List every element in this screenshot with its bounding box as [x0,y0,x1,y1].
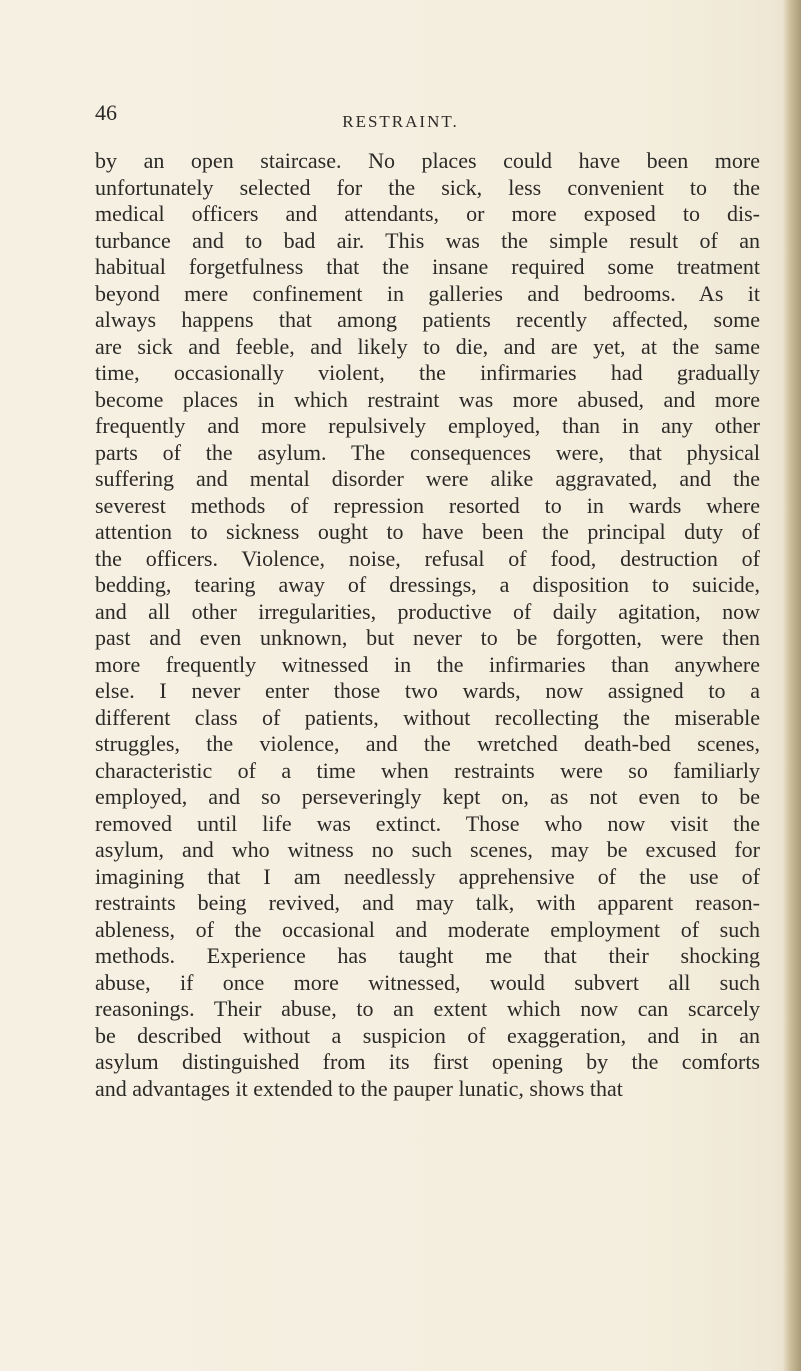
text-line: asylum distinguished from its first opening by the comforts [95,1049,760,1074]
text-line: imagining that I am needlessly apprehensive of the use of [95,863,760,889]
text-line: frequently and more repulsively employed, than in any other [95,413,760,438]
text-line: reasonings. Their abuse, to an extent which now can scarcely [95,996,760,1021]
text-line: different class of patients, without recollecting the miserable [95,704,760,730]
text-line: medical officers and attendants, or more exposed to dis- [95,201,760,226]
text-line: removed until life was extinct. Those who now visit the [95,810,760,836]
page-number: 46 [95,100,117,125]
text-line: become places in which restraint was more abused, and more [95,386,760,412]
text-line: severest methods of repression resorted to in wards where [95,492,760,518]
text-line: time, occasionally violent, the infirmaries had gradually [95,360,760,385]
text-line: and all other irregularities, productive of daily agitation, now [95,598,760,624]
text-line: else. I never enter those two wards, now assigned to a [95,678,760,703]
text-line: bedding, tearing away of dressings, a disposition to suicide, [95,572,760,597]
text-line: are sick and feeble, and likely to die, and are yet, at the same [95,333,760,359]
running-head: RESTRAINT. [342,112,459,131]
text-line: unfortunately selected for the sick, less convenient to the [95,174,760,200]
text-line: by an open staircase. No places could have been more [95,148,760,173]
text-line: methods. Experience has taught me that their shocking [95,943,760,968]
text-line: more frequently witnessed in the infirmaries than anywhere [95,651,760,677]
text-line: characteristic of a time when restraints were so familiarly [95,757,760,783]
text-line: turbance and to bad air. This was the simple result of an [95,227,760,253]
text-line: struggles, the violence, and the wretched death-bed scenes, [95,731,760,756]
text-line: suffering and mental disorder were alike aggravated, and the [95,466,760,491]
text-line: be described without a suspicion of exaggeration, and in an [95,1022,760,1048]
text-line: employed, and so perseveringly kept on, as not even to be [95,784,760,809]
text-line: the officers. Violence, noise, refusal of food, destruction of [95,545,760,571]
body-text [95,148,760,1102]
text-line: and advantages it extended to the pauper lunatic, shows that [95,1075,623,1101]
text-line: habitual forgetfulness that the insane required some treatment [95,254,760,279]
text-line: asylum, and who witness no such scenes, may be excused for [95,837,760,862]
text-line: ableness, of the occasional and moderate employment of such [95,916,760,942]
text-line: beyond mere confinement in galleries and bedrooms. As it [95,280,760,306]
text-line: parts of the asylum. The consequences were, that physical [95,439,760,465]
text-line: abuse, if once more witnessed, would subvert all such [95,969,760,995]
page-binding-edge [783,0,801,1371]
text-line: always happens that among patients recently affected, some [95,307,760,332]
text-line: restraints being revived, and may talk, with apparent reason- [95,890,760,915]
text-line: past and even unknown, but never to be forgotten, were then [95,625,760,650]
text-line: attention to sickness ought to have been the principal duty of [95,519,760,544]
